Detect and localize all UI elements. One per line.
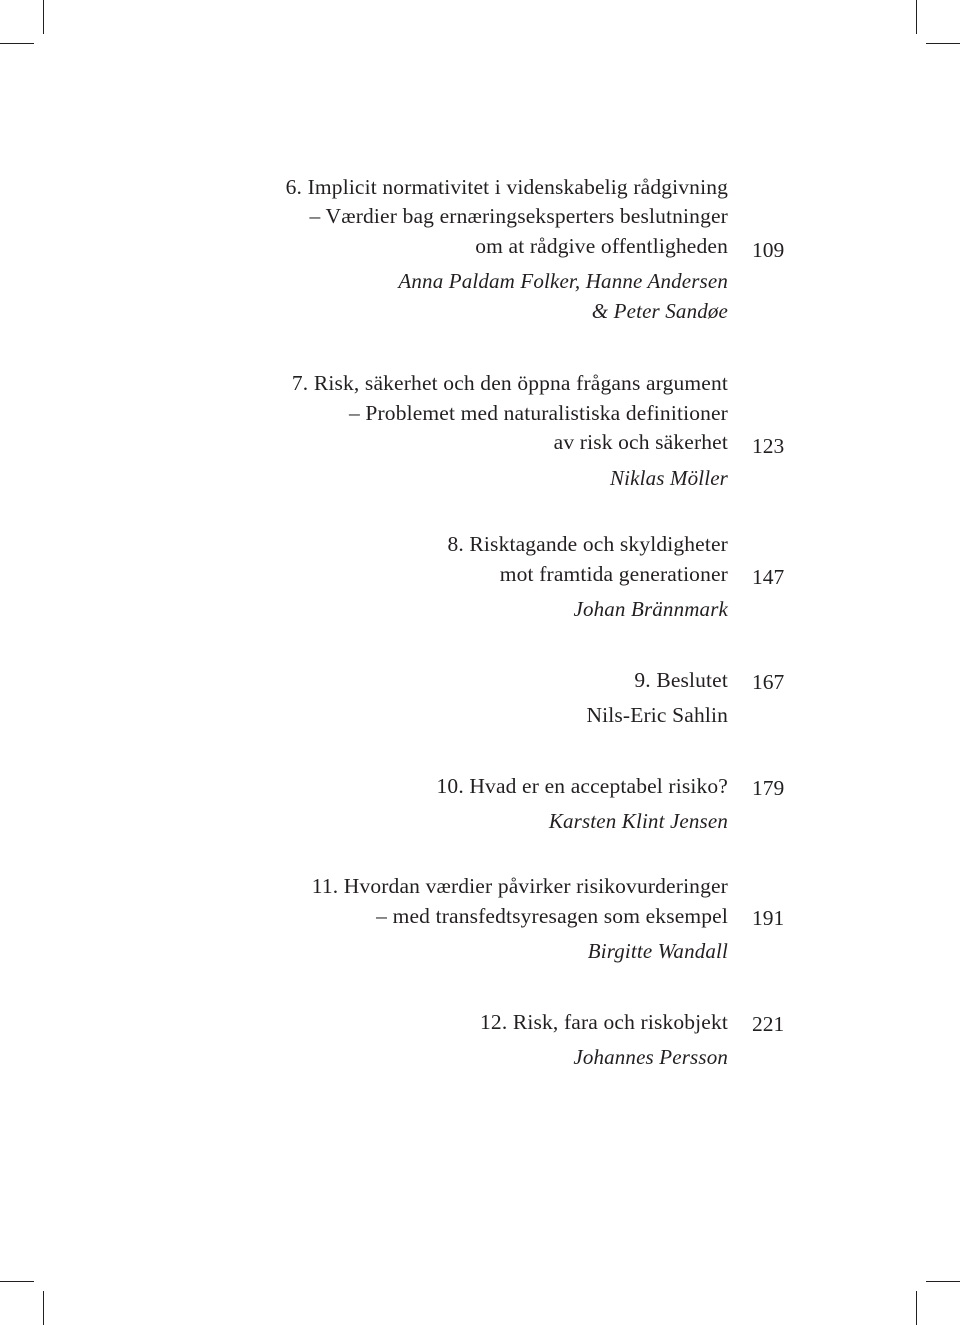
crop-mark-bottom-right [916,1291,917,1325]
crop-mark-top-right [916,0,917,34]
toc-entry-11-author: Birgitte Wandall [587,939,728,963]
crop-mark-top-right-horizontal [926,43,960,44]
toc-entry-11-page-number: 191 [752,906,785,930]
toc-entry-10-title-line-1: 10. Hvad er en acceptabel risiko? [436,774,728,798]
toc-entry-9-author: Nils-Eric Sahlin [586,703,728,727]
toc-entry-7-title-line-3: av risk och säkerhet [553,430,728,454]
toc-entry-9-page-number: 167 [752,670,785,694]
toc-entry-8-title-line-2: mot framtida generationer [499,562,728,586]
toc-entry-12-author: Johannes Persson [573,1045,728,1069]
toc-entry-7-author: Niklas Möller [609,466,728,490]
toc-entry-7-title-line-1: 7. Risk, säkerhet och den öppna frågans argument [291,371,728,395]
toc-entry-6-author-line-2: & Peter Sandøe [591,299,728,323]
toc-entry-10-page-number: 179 [752,776,785,800]
toc-entry-7-page-number: 123 [752,434,785,458]
toc-entry-6-page-number: 109 [752,238,785,262]
toc-entry-12-page-number: 221 [752,1012,785,1036]
crop-mark-bottom-left [43,1291,44,1325]
toc-entry-9-title-line-1: 9. Beslutet [634,668,728,692]
toc-entry-6-title-line-1: 6. Implicit normativitet i videnskabelig rådgivning [285,175,728,199]
crop-mark-bottom-right-horizontal [926,1281,960,1282]
crop-mark-bottom-left-horizontal [0,1281,34,1282]
toc-entry-11-title-line-2: – med transfedtsyresagen som eksempel [376,904,728,928]
crop-mark-top-left [43,0,44,34]
toc-entry-12-title-line-1: 12. Risk, fara och riskobjekt [480,1010,728,1034]
toc-entry-8-page-number: 147 [752,565,785,589]
toc-entry-6-author-line-1: Anna Paldam Folker, Hanne Andersen [398,269,728,293]
toc-entry-8-title-line-1: 8. Risktagande och skyldigheter [447,532,728,556]
crop-mark-top-left-horizontal [0,43,34,44]
toc-entry-10-author: Karsten Klint Jensen [548,809,728,833]
toc-entry-11-title-line-1: 11. Hvordan værdier påvirker risikovurderinger [311,874,728,898]
toc-entry-6-title-line-3: om at rådgive offentligheden [475,234,728,258]
toc-entry-7-title-line-2: – Problemet med naturalistiska definitioner [348,401,728,425]
toc-entry-6-title-line-2: – Værdier bag ernæringseksperters beslutninger [309,204,728,228]
toc-entry-8-author: Johan Brännmark [573,597,728,621]
